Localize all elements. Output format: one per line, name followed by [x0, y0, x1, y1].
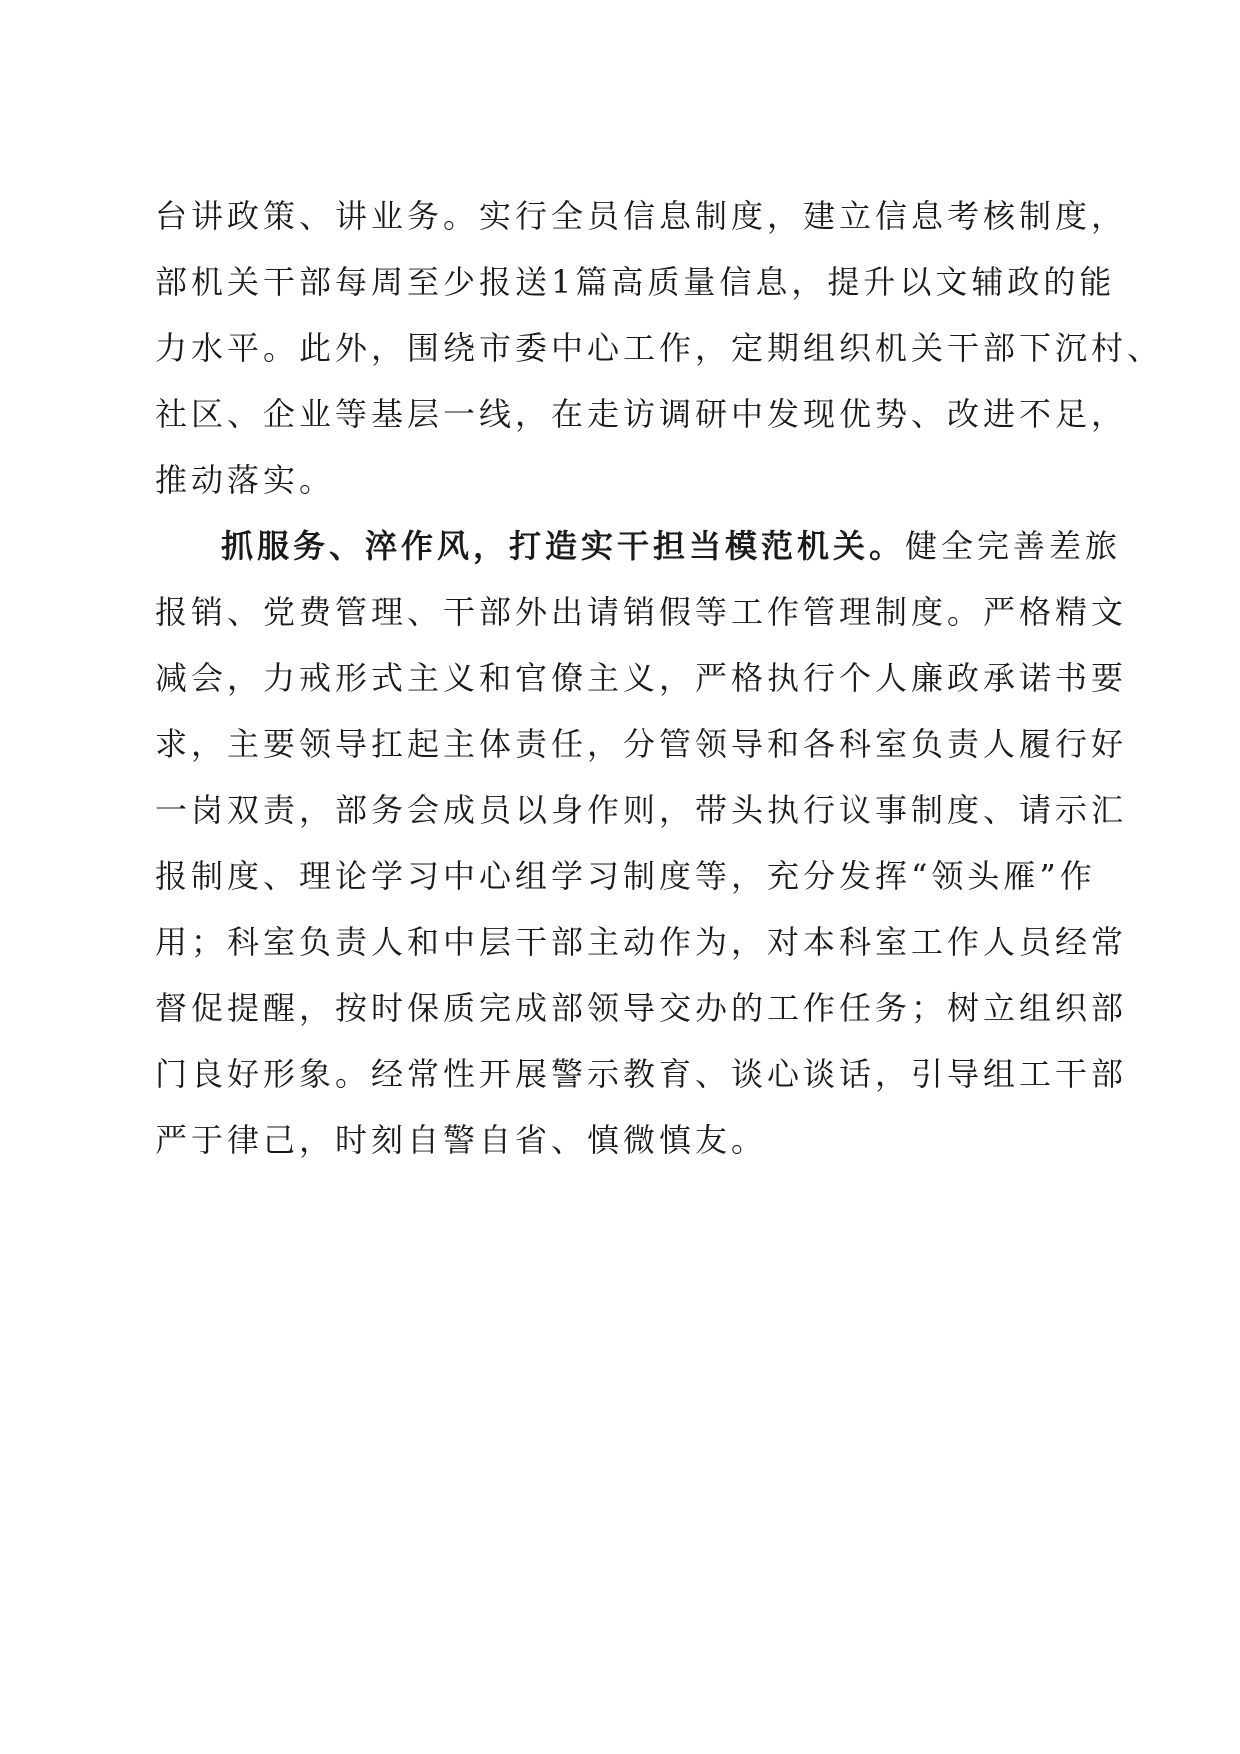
paragraph-line: 社区、企业等基层一线，在走访调研中发现优势、改进不足，	[155, 395, 1128, 433]
document-body	[155, 183, 1164, 1173]
paragraph-line: 用；科室负责人和中层干部主动作为，对本科室工作人员经常	[155, 923, 1128, 961]
paragraph-2	[155, 513, 1128, 1173]
paragraph-line: 减会，力戒形式主义和官僚主义，严格执行个人廉政承诺书要	[155, 659, 1128, 697]
paragraph-line: 督促提醒，按时保质完成部领导交办的工作任务；树立组织部	[155, 989, 1128, 1027]
paragraph-line: 严于律己，时刻自警自省、慎微慎友。	[155, 1121, 768, 1159]
heading-line-rest: 健全完善差旅	[905, 527, 1122, 565]
paragraph-line: 门良好形象。经常性开展警示教育、谈心谈话，引导组工干部	[155, 1055, 1128, 1093]
paragraph-line: 部机关干部每周至少报送1篇高质量信息，提升以文辅政的能	[155, 263, 1116, 301]
paragraph-line: 求，主要领导扛起主体责任，分管领导和各科室负责人履行好	[155, 725, 1128, 763]
paragraph-line: 一岗双责，部务会成员以身作则，带头执行议事制度、请示汇	[155, 791, 1128, 829]
paragraph-line: 报制度、理论学习中心组学习制度等，充分发挥“领头雁”作	[155, 857, 1096, 895]
paragraph-line: 推动落实。	[155, 461, 336, 499]
paragraph-line: 报销、党费管理、干部外出请销假等工作管理制度。严格精文	[155, 593, 1128, 631]
paragraph-line: 力水平。此外，围绕市委中心工作，定期组织机关干部下沉村、	[155, 329, 1164, 367]
paragraph-first-line	[155, 513, 1122, 579]
paragraph-line: 台讲政策、讲业务。实行全员信息制度，建立信息考核制度，	[155, 197, 1128, 235]
section-heading: 抓服务、淬作风，打造实干担当模范机关。	[221, 527, 906, 565]
paragraph-1	[155, 183, 1164, 513]
